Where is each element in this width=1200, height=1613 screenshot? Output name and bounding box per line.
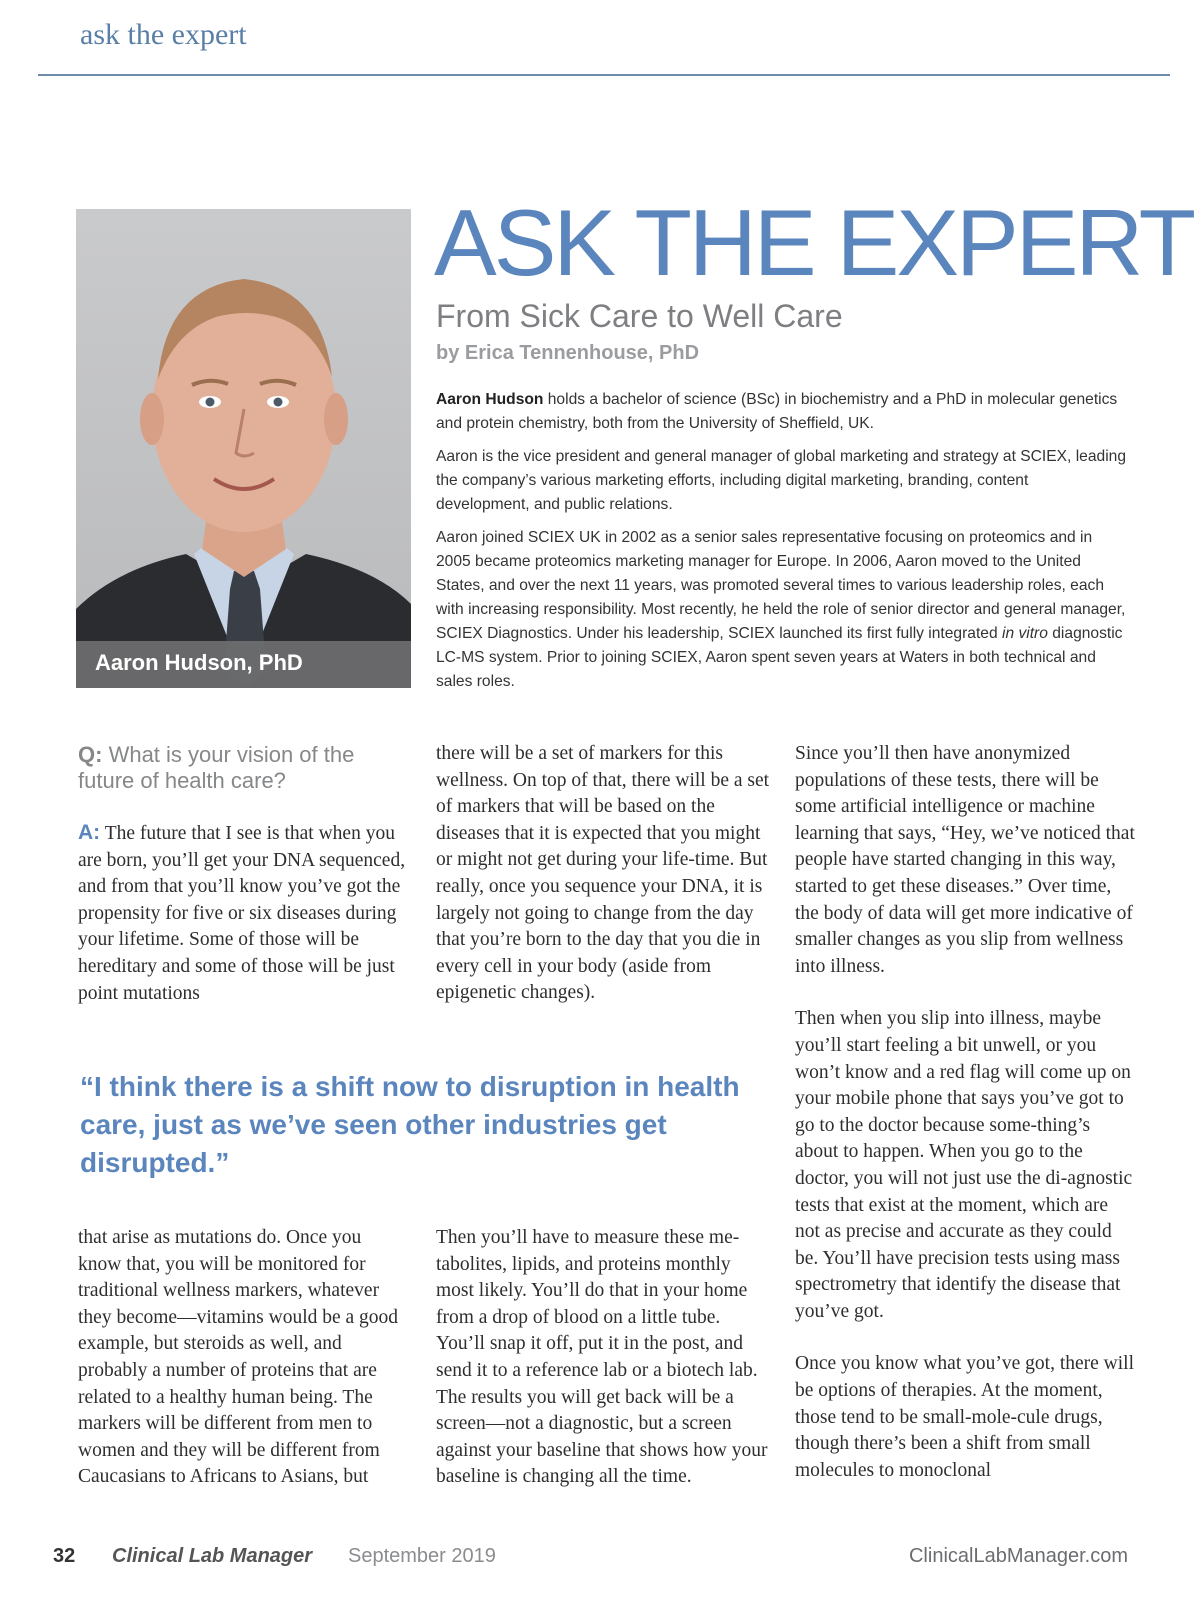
author-bio	[436, 388, 1126, 703]
section-label: ask the expert	[80, 18, 247, 51]
magazine-name: Clinical Lab Manager	[112, 1545, 313, 1567]
column-2-bottom	[436, 1225, 770, 1517]
portrait-illustration	[76, 209, 411, 688]
bio-name: Aaron Hudson	[436, 391, 544, 408]
body-paragraph: Then you’ll have to measure these me-tabolites, lipids, and proteins monthly most likely. You’ll do that in your home from a drop of blood on a little tube. You’ll snap it off, put it in the post, and send it to a reference lab or a biotech lab. The results you will get back will be a screen—not a diagnostic, but a screen against your baseline that shows how your baseline is changing all the time.	[436, 1227, 768, 1488]
question-text: What is your vision of the future of health care?	[78, 742, 355, 793]
author-photo	[76, 209, 411, 688]
column-1-top	[78, 742, 408, 1033]
article-subtitle: From Sick Care to Well Care	[436, 298, 843, 334]
answer-text: The future that I see is that when you are born, you’ll get your DNA sequenced, and from that you’ll know you’ve got the propensity for five or six diseases during your lifetime. Some of those will be hereditary and some of those will be just point mutations	[78, 823, 406, 1004]
bio-text: diagnostic LC-MS system. Prior to joining SCIEX, Aaron spent seven years at Waters in both technical and sales roles.	[436, 625, 1123, 690]
q-label: Q:	[78, 742, 103, 767]
website-link[interactable]: ClinicalLabManager.com	[908, 1545, 1128, 1567]
bio-paragraph: Aaron is the vice president and general manager of global marketing and strategy at SCIEX, leading the company’s various marketing efforts, including digital marketing, branding, content development, and public relations.	[436, 448, 1127, 513]
bio-text: Aaron joined SCIEX UK in 2002 as a senior sales representative focusing on proteomics and in 2005 became proteomics marketing manager for Europe. In 2006, Aaron moved to the United States, and over the next 11 years, was promoted several times to various leadership roles, each with increasing responsibility. Most recently, he held the role of senior director and general manager, SCIEX Diagnostics. Under his leadership, SCIEX launched its first fully integrated	[436, 529, 1126, 642]
column-2-top	[436, 741, 770, 1033]
photo-caption-bar	[76, 641, 411, 688]
header-divider	[38, 74, 1170, 76]
body-paragraph: Then when you slip into illness, maybe you’ll start feeling a bit unwell, or you won’t know and a red flag will come up on your mobile phone that says you’ve got to go to the doctor because some-thing’s about to happen. When you go to the doctor, you will not just use the di-agnostic tests that exist at the moment, which are not as precise and accurate as they could be. You’ll have precision tests using mass spectrometry that identify the disease that you’ve got.	[795, 1008, 1133, 1322]
bio-paragraph	[436, 526, 1126, 694]
pull-quote: “I think there is a shift now to disruption in health care, just as we’ve seen other industries get disrupted.”	[80, 1071, 740, 1178]
interview-question	[78, 742, 408, 794]
body-paragraph: that arise as mutations do. Once you know that, you will be monitored for traditional wellness markers, whatever they become—vitamins would be a good example, but steroids as well, and probably a number of proteins that are related to a healthy human being. The markers will be different from men to women and they will be different from Caucasians to Africans to Asians, but	[78, 1227, 399, 1488]
body-paragraph: Since you’ll then have anonymized populations of these tests, there will be some artificial intelligence or machine learning that says, “Hey, we’ve noticed that people have started changing in this way, started to get these diseases.” Over time, the body of data will get more indicative of smaller changes as you slip from wellness into illness.	[795, 743, 1135, 977]
page-number: 32	[53, 1545, 76, 1567]
photo-caption: Aaron Hudson, PhD	[95, 650, 303, 675]
column-1-bottom	[78, 1225, 408, 1517]
a-label: A:	[78, 821, 101, 844]
page-footer	[0, 1545, 1200, 1575]
issue-date: September 2019	[348, 1545, 496, 1567]
article-title: ASK THE EXPERT	[434, 190, 1194, 295]
bio-paragraph	[436, 388, 1126, 436]
body-paragraph: Once you know what you’ve got, there will be options of therapies. At the moment, those tend to be small-mole-cule drugs, though there’s been a shift from small molecules to monoclonal	[795, 1353, 1135, 1481]
body-paragraph: there will be a set of markers for this wellness. On top of that, there will be a set of markers that will be based on the diseases that it is expected that you might or might not get during your life-time. But really, once you sequence your DNA, it is largely not going to change from the day that you’re born to the day that you die in every cell in your body (aside from epigenetic changes).	[436, 743, 770, 1004]
bio-text: holds a bachelor of science (BSc) in biochemistry and a PhD in molecular genetics and protein chemistry, both from the University of Sheffield, UK.	[436, 391, 1118, 432]
answer-paragraph	[78, 820, 408, 1007]
bio-italic: in vitro	[1001, 625, 1048, 642]
column-3	[795, 741, 1135, 1510]
article-byline: by Erica Tennenhouse, PhD	[436, 342, 700, 364]
